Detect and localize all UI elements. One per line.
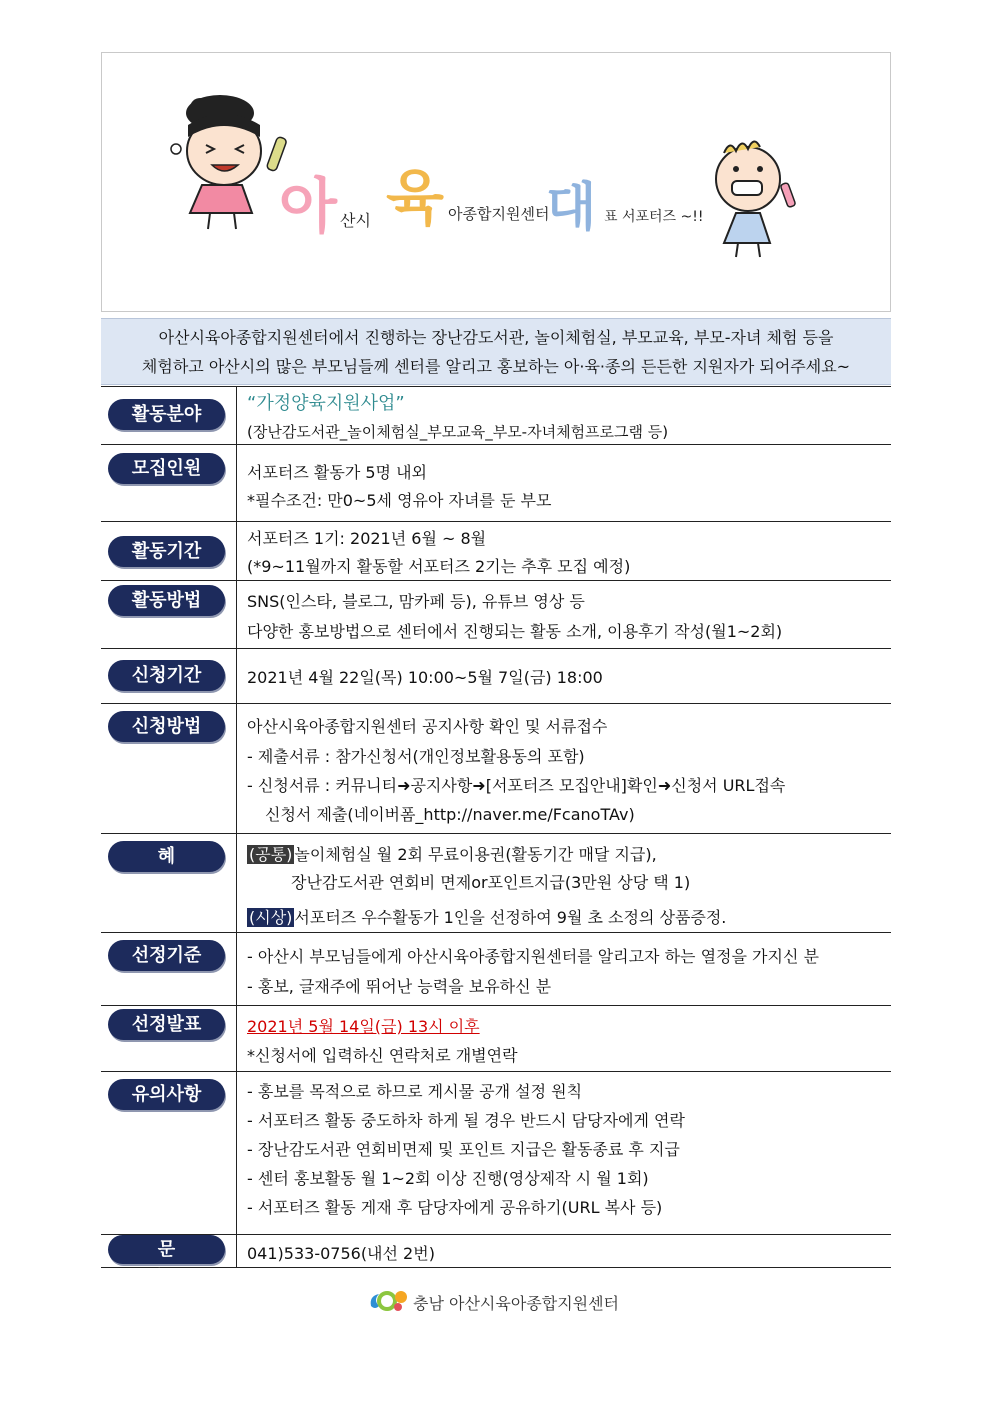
row-contact	[101, 1235, 891, 1289]
banner-char-yuk: 육	[386, 164, 444, 234]
row-benefit	[101, 834, 891, 933]
row-period	[101, 522, 891, 581]
apply-method-intro: 아산시육아종합지원센터 공지사항 확인 및 서류접수	[247, 717, 608, 736]
label-recruit: 모집인원	[108, 453, 225, 484]
notes-item: - 홍보를 목적으로 하므로 게시물 공개 설정 원칙	[247, 1082, 583, 1101]
announce-date: 2021년 5월 14일(금) 13시 이후	[247, 1017, 480, 1036]
info-table	[101, 386, 891, 1289]
row-recruit	[101, 445, 891, 522]
row-criteria	[101, 933, 891, 1006]
center-logo-icon	[367, 1288, 409, 1314]
label-contact: 문 의	[108, 1235, 225, 1264]
criteria-line-2: - 홍보, 글재주에 뛰어난 능력을 보유하신 분	[247, 977, 552, 996]
notes-item: - 장난감도서관 연회비면제 및 포인트 지급은 활동종료 후 지급	[247, 1140, 680, 1159]
label-method: 활동방법	[108, 585, 225, 616]
intro-line-2: 체험하고 아산시의 많은 부모님들께 센터를 알리고 홍보하는 아·육·종의 든든한 지원자가 되어주세요~	[141, 357, 851, 376]
recruit-requirement: *필수조건: 만0~5세 영유아 자녀를 둔 부모	[247, 491, 552, 510]
apply-method-steps: - 신청서류 : 커뮤니티➜공지사항➜[서포터즈 모집안내]확인➜신청서 URL접속	[247, 776, 786, 795]
benefit-tag-award: (시상)	[249, 908, 293, 927]
recruit-count: 서포터즈 활동가 5명 내외	[247, 463, 427, 482]
banner-char-a: 아	[279, 172, 337, 242]
apply-method-url[interactable]: 신청서 제출(네이버폼_http://naver.me/FcanoTAv)	[265, 805, 635, 824]
notes-item: - 센터 홍보활동 월 1~2회 이상 진행(영상제작 시 월 1회)	[247, 1169, 649, 1188]
banner-char-dae: 대	[546, 178, 597, 238]
benefit-line-3: 서포터즈 우수활동가 1인을 선정하여 9월 초 소정의 상품증정.	[294, 908, 727, 927]
label-criteria: 선정기준	[108, 940, 225, 971]
intro-line-1: 아산시육아종합지원센터에서 진행하는 장난감도서관, 놀이체험실, 부모교육, 부모-자녀 체험 등을	[158, 328, 834, 347]
benefit-line-1: 놀이체험실 월 2회 무료이용권(활동기간 매달 지급),	[294, 845, 657, 864]
benefit-tag-common: (공통)	[249, 845, 293, 864]
contact-phone: 041)533-0756(내선 2번)	[247, 1244, 435, 1263]
period-main: 서포터즈 1기: 2021년 6월 ~ 8월	[247, 529, 487, 548]
notes-item: - 서포터즈 활동 게재 후 담당자에게 공유하기(URL 복사 등)	[247, 1198, 663, 1217]
banner-text-a-rest: 산시	[340, 211, 371, 230]
label-apply-period: 신청기간	[108, 660, 225, 691]
criteria-line-1: - 아산시 부모님들에게 아산시육아종합지원센터를 알리고자 하는 열정을 가지신 분	[247, 947, 819, 966]
apply-period-value: 2021년 4월 22일(목) 10:00~5월 7일(금) 18:00	[247, 668, 603, 687]
label-activity-field: 활동분야	[108, 399, 225, 430]
activity-field-detail: (장난감도서관_놀이체험실_부모교육_부모-자녀체험프로그램 등)	[247, 423, 669, 441]
period-note: (*9~11월까지 활동할 서포터즈 2기는 추후 모집 예정)	[247, 557, 631, 576]
row-activity-field	[101, 387, 891, 445]
row-announce	[101, 1006, 891, 1072]
label-period: 활동기간	[108, 536, 225, 567]
banner	[101, 52, 891, 312]
banner-text-yuk-rest: 아종합지원센터	[448, 205, 550, 223]
row-apply-method	[101, 704, 891, 834]
banner-text-dae-rest: 표 서포터즈 ~!!	[604, 209, 704, 225]
notes-item: - 서포터즈 활동 중도하차 하게 될 경우 반드시 담당자에게 연락	[247, 1111, 685, 1130]
row-notes	[101, 1072, 891, 1235]
footer-org-name: 충남 아산시육아종합지원센터	[413, 1294, 620, 1313]
apply-method-docs: - 제출서류 : 참가신청서(개인정보활용동의 포함)	[247, 747, 585, 766]
label-notes: 유의사항	[108, 1079, 225, 1110]
label-announce: 선정발표	[108, 1009, 225, 1040]
activity-field-title: “가정양육지원사업”	[247, 393, 405, 414]
method-description: 다양한 홍보방법으로 센터에서 진행되는 활동 소개, 이용후기 작성(월1~2회)	[247, 622, 783, 641]
row-apply-period	[101, 649, 891, 704]
intro-banner	[101, 318, 891, 385]
benefit-line-2: 장난감도서관 연회비 면제or포인트지급(3만원 상당 택 1)	[291, 873, 691, 892]
label-benefit: 혜 택	[108, 841, 225, 872]
announce-contact-note: *신청서에 입력하신 연락처로 개별연락	[247, 1046, 518, 1065]
method-channels: SNS(인스타, 블로그, 맘카페 등), 유튜브 영상 등	[247, 592, 585, 611]
label-apply-method: 신청방법	[108, 711, 225, 742]
row-method	[101, 581, 891, 649]
